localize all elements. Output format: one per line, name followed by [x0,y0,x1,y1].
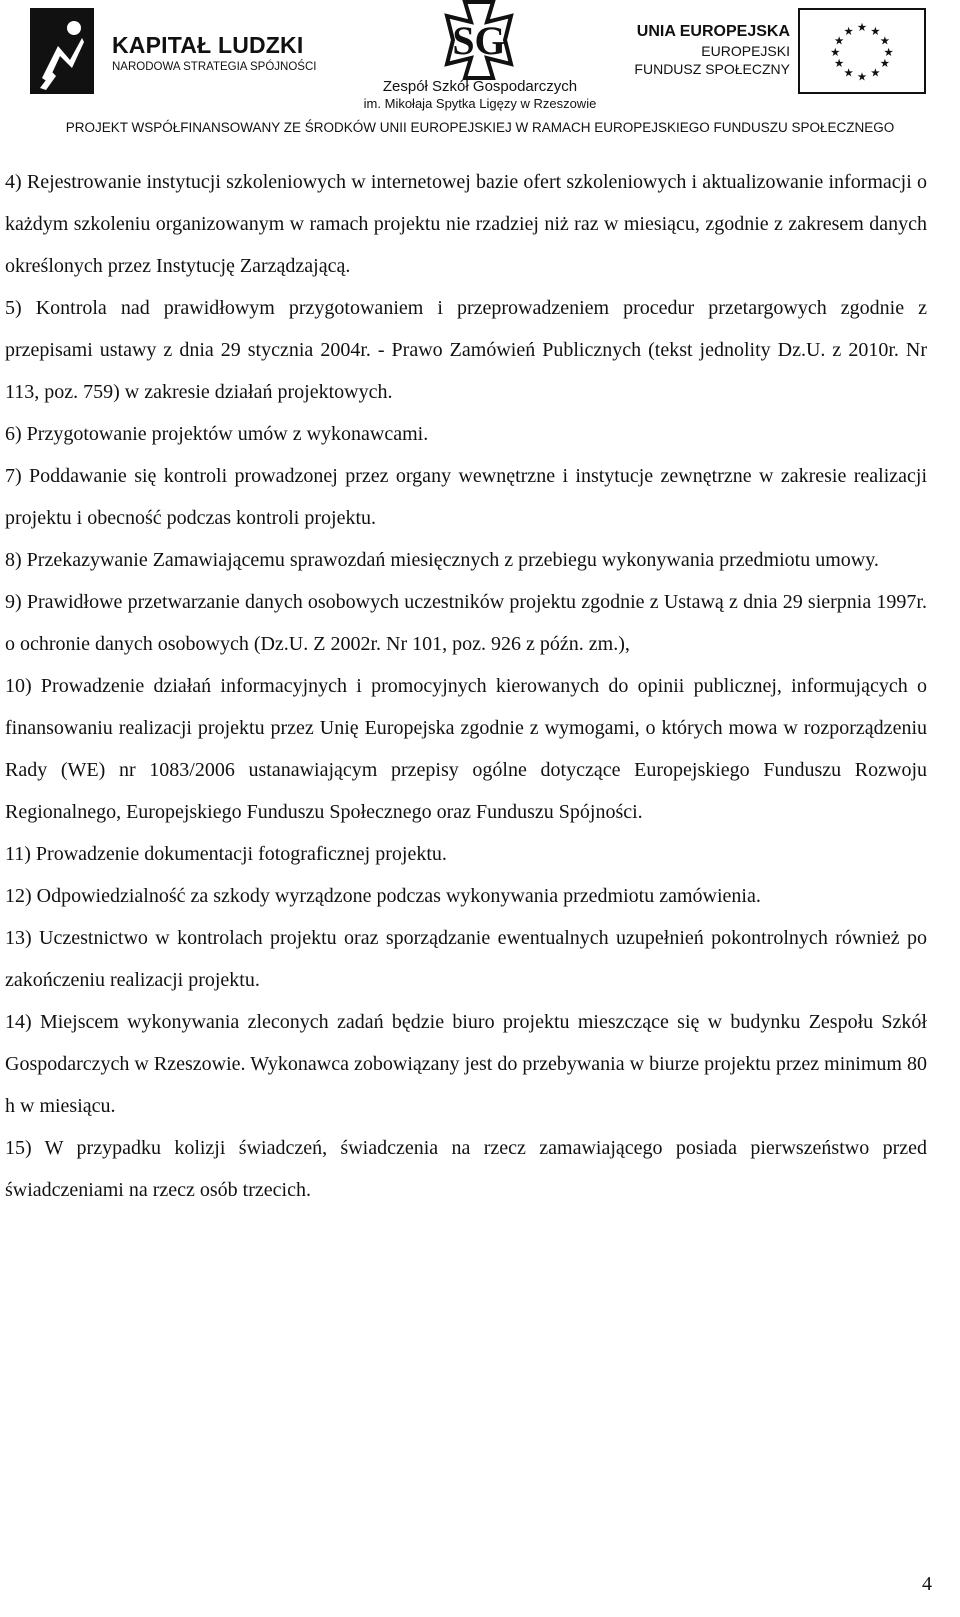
kapital-ludzki-title: KAPITAŁ LUDZKI [112,32,304,58]
paragraph-12: 12) Odpowiedzialność za szkody wyrządzone podczas wykonywania przedmiotu zamówienia. [5,885,761,907]
svg-text:★: ★ [870,23,881,38]
page-number: 4 [922,1573,932,1595]
school-logo [330,0,630,115]
paragraph-10: 10) Prowadzenie działań informacyjnych i promocyjnych kierowanych do opinii publicznej, informujących o finansowaniu realizacji projektu przez Unię Europejska zgodnie z wymogami, o których mowa w rozporządzeniu Rady (WE) nr 1083/2006 ustanawiającym przepisy ogólne dotyczące Europejskiego Funduszu Rozwoju Regionalnego, Europejskiego Funduszu Społecznego oraz Funduszu Spójności. [5,675,927,823]
svg-text:★: ★ [883,44,894,59]
paragraph-11: 11) Prowadzenie dokumentacji fotograficznej projektu. [5,843,447,865]
paragraph-7: 7) Poddawanie się kontroli prowadzonej przez organy wewnętrzne i instytucje zewnętrzne w zakresie realizacji projektu i obecność podczas kontroli projektu. [5,465,927,529]
document-body [5,161,927,1211]
eu-logo [634,8,930,98]
school-name: Zespół Szkół Gospodarczych [382,78,578,95]
svg-text:★: ★ [843,65,854,80]
eu-fund-line1: EUROPEJSKI [701,43,790,59]
eu-fund-line2: FUNDUSZ SPOŁECZNY [634,61,790,77]
paragraph-15: 15) W przypadku kolizji świadczeń, świadczenia na rzecz zamawiającego posiada pierwszeństwo przed świadczeniami na rzecz osób trzecich. [5,1137,927,1201]
eu-text [634,22,790,78]
eu-title: UNIA EUROPEJSKA [636,23,790,40]
svg-text:★: ★ [856,69,868,84]
paragraph-13: 13) Uczestnictwo w kontrolach projektu oraz sporządzanie ewentualnych uzupełnień pokontrolnych również po zakończeniu realizacji projektu. [5,927,927,991]
svg-text:★: ★ [856,19,868,34]
school-subtitle: im. Mikołaja Spytka Ligęzy w Rzeszowie [363,96,597,111]
paragraph-6: 6) Przygotowanie projektów umów z wykonawcami. [5,423,429,445]
svg-text:★: ★ [879,33,891,48]
svg-text:★: ★ [830,44,841,59]
eu-flag-icon [798,8,926,94]
svg-text:★: ★ [879,56,891,71]
svg-text:★: ★ [843,23,854,38]
paragraph-5: 5) Kontrola nad prawidłowym przygotowaniem i przeprowadzeniem procedur przetargowych zgodnie z przepisami ustawy z dnia 29 stycznia 2004r. - Prawo Zamówień Publicznych (tekst jednolity Dz.U. z 2010r. Nr 113, poz. 759) w zakresie działań projektowych. [5,297,927,403]
svg-text:SG: SG [452,18,506,63]
paragraph-8: 8) Przekazywanie Zamawiającemu sprawozdań miesięcznych z przebiegu wykonywania przedmiotu umowy. [5,549,879,571]
school-emblem-icon [425,0,533,80]
kapital-ludzki-logo [30,8,317,94]
kapital-ludzki-subtitle: NARODOWA STRATEGIA SPÓJNOŚCI [112,61,317,73]
cofinancing-banner: PROJEKT WSPÓŁFINANSOWANY ZE ŚRODKÓW UNII EUROPEJSKIEJ W RAMACH EUROPEJSKIEGO FUNDUSZU SPOŁECZNEGO [65,120,895,135]
paragraph-4: 4) Rejestrowanie instytucji szkoleniowych w internetowej bazie ofert szkoleniowych i aktualizowanie informacji o każdym szkoleniu organizowanym w ramach projektu nie rzadziej niż raz w miesiącu, zgodnie z zakresem danych określonych przez Instytucję Zarządzającą. [5,171,927,277]
svg-text:★: ★ [833,56,845,71]
kapital-ludzki-text [112,32,316,74]
kapital-ludzki-emblem-icon [30,8,94,94]
svg-text:★: ★ [870,65,881,80]
paragraph-14: 14) Miejscem wykonywania zleconych zadań będzie biuro projektu mieszczące się w budynku Zespołu Szkół Gospodarczych w Rzeszowie. Wykonawca zobowiązany jest do przebywania w biurze projektu przez minimum 80 h w miesiącu. [5,1011,927,1117]
svg-text:★: ★ [833,33,845,48]
paragraph-9: 9) Prawidłowe przetwarzanie danych osobowych uczestników projektu zgodnie z Ustawą z dnia 29 sierpnia 1997r. o ochronie danych osobowych (Dz.U. Z 2002r. Nr 101, poz. 926 z późn. zm.), [5,591,927,655]
document-header [0,0,960,142]
